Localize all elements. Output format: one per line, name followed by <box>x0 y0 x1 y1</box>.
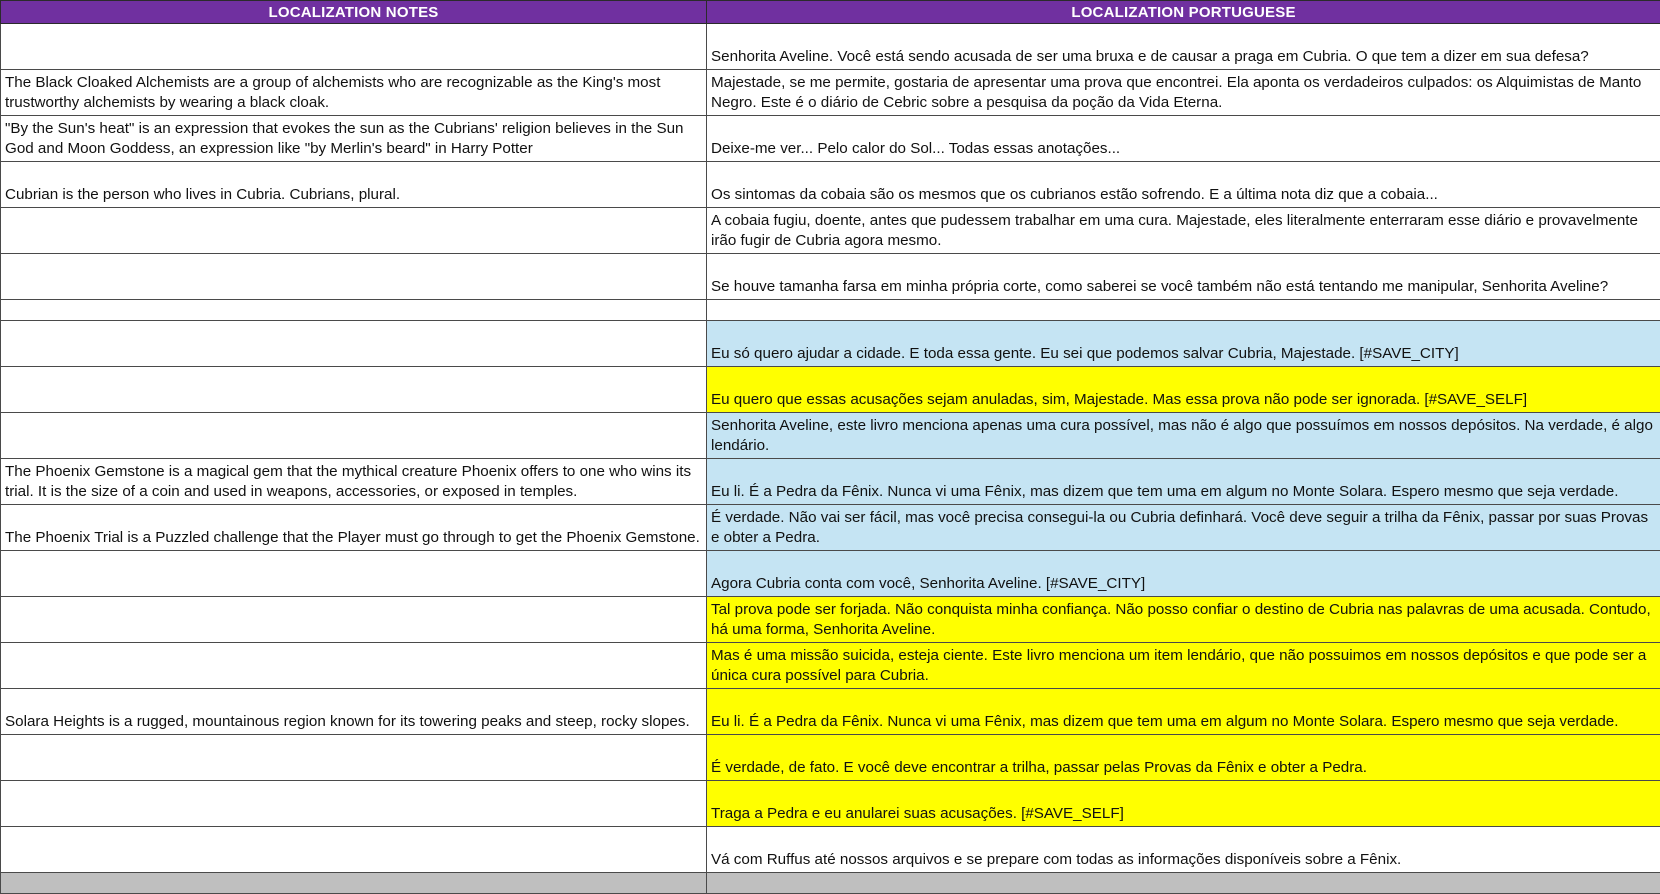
notes-cell[interactable] <box>1 643 707 689</box>
table-row <box>1 116 1660 162</box>
table-row <box>1 413 1660 459</box>
footer-row <box>1 873 1660 894</box>
table-row <box>1 459 1660 505</box>
notes-cell[interactable]: Cubrian is the person who lives in Cubria. Cubrians, plural. <box>1 162 707 208</box>
portuguese-cell[interactable]: Eu li. É a Pedra da Fênix. Nunca vi uma Fênix, mas dizem que tem uma em algum no Monte Solara. Espero mesmo que seja verdade. <box>707 459 1660 505</box>
footer-cell[interactable] <box>707 873 1660 894</box>
table-row <box>1 208 1660 254</box>
column-header-portuguese[interactable]: LOCALIZATION PORTUGUESE <box>707 1 1660 24</box>
notes-cell[interactable] <box>1 551 707 597</box>
portuguese-cell[interactable]: Eu li. É a Pedra da Fênix. Nunca vi uma Fênix, mas dizem que tem uma em algum no Monte Solara. Espero mesmo que seja verdade. <box>707 689 1660 735</box>
portuguese-cell[interactable]: Tal prova pode ser forjada. Não conquista minha confiança. Não posso confiar o destino de Cubria nas palavras de uma acusada. Contudo, há uma forma, Senhorita Aveline. <box>707 597 1660 643</box>
notes-cell[interactable]: "By the Sun's heat" is an expression that evokes the sun as the Cubrians' religion believes in the Sun God and Moon Goddess, an expression like "by Merlin's beard" in Harry Potter <box>1 116 707 162</box>
portuguese-cell[interactable]: Os sintomas da cobaia são os mesmos que os cubrianos estão sofrendo. E a última nota diz que a cobaia... <box>707 162 1660 208</box>
notes-cell[interactable] <box>1 300 707 321</box>
portuguese-cell[interactable]: A cobaia fugiu, doente, antes que pudessem trabalhar em uma cura. Majestade, eles literalmente enterraram esse diário e provavelmente irão fugir de Cubria agora mesmo. <box>707 208 1660 254</box>
notes-cell[interactable]: The Phoenix Gemstone is a magical gem that the mythical creature Phoenix offers to one who wins its trial. It is the size of a coin and used in weapons, accessories, or exposed in temples. <box>1 459 707 505</box>
portuguese-cell[interactable]: Senhorita Aveline, este livro menciona apenas uma cura possível, mas não é algo que possuímos em nossos depósitos. Na verdade, é algo lendário. <box>707 413 1660 459</box>
table-row <box>1 162 1660 208</box>
notes-cell[interactable] <box>1 827 707 873</box>
notes-cell[interactable] <box>1 254 707 300</box>
table-row <box>1 735 1660 781</box>
table-row <box>1 597 1660 643</box>
portuguese-cell[interactable]: Senhorita Aveline. Você está sendo acusada de ser uma bruxa e de causar a praga em Cubria. O que tem a dizer em sua defesa? <box>707 24 1660 70</box>
notes-cell[interactable] <box>1 24 707 70</box>
table-row <box>1 551 1660 597</box>
portuguese-cell[interactable]: Deixe-me ver... Pelo calor do Sol... Todas essas anotações... <box>707 116 1660 162</box>
table-row <box>1 505 1660 551</box>
notes-cell[interactable] <box>1 597 707 643</box>
notes-cell[interactable]: Solara Heights is a rugged, mountainous region known for its towering peaks and steep, rocky slopes. <box>1 689 707 735</box>
notes-cell[interactable] <box>1 781 707 827</box>
header-row <box>1 1 1660 24</box>
table-row <box>1 254 1660 300</box>
table-row <box>1 300 1660 321</box>
table-row <box>1 689 1660 735</box>
portuguese-cell[interactable]: Traga a Pedra e eu anularei suas acusações. [#SAVE_SELF] <box>707 781 1660 827</box>
table-row <box>1 643 1660 689</box>
portuguese-cell[interactable]: Eu quero que essas acusações sejam anuladas, sim, Majestade. Mas essa prova não pode ser ignorada. [#SAVE_SELF] <box>707 367 1660 413</box>
column-header-notes[interactable]: LOCALIZATION NOTES <box>1 1 707 24</box>
notes-cell[interactable] <box>1 735 707 781</box>
portuguese-cell[interactable]: Eu só quero ajudar a cidade. E toda essa gente. Eu sei que podemos salvar Cubria, Majestade. [#SAVE_CITY] <box>707 321 1660 367</box>
table-row <box>1 24 1660 70</box>
table-row <box>1 827 1660 873</box>
notes-cell[interactable] <box>1 367 707 413</box>
footer-cell[interactable] <box>1 873 707 894</box>
portuguese-cell[interactable]: É verdade, de fato. E você deve encontrar a trilha, passar pelas Provas da Fênix e obter a Pedra. <box>707 735 1660 781</box>
table-row <box>1 781 1660 827</box>
notes-cell[interactable] <box>1 413 707 459</box>
table-body <box>1 24 1660 894</box>
portuguese-cell[interactable]: Agora Cubria conta com você, Senhorita Aveline. [#SAVE_CITY] <box>707 551 1660 597</box>
portuguese-cell[interactable]: Vá com Ruffus até nossos arquivos e se prepare com todas as informações disponíveis sobre a Fênix. <box>707 827 1660 873</box>
table-row <box>1 367 1660 413</box>
table-row <box>1 321 1660 367</box>
notes-cell[interactable] <box>1 321 707 367</box>
notes-cell[interactable]: The Phoenix Trial is a Puzzled challenge that the Player must go through to get the Phoenix Gemstone. <box>1 505 707 551</box>
portuguese-cell[interactable]: Mas é uma missão suicida, esteja ciente. Este livro menciona um item lendário, que não possuimos em nossos depósitos e que pode ser a única cura possível para Cubria. <box>707 643 1660 689</box>
portuguese-cell[interactable]: Majestade, se me permite, gostaria de apresentar uma prova que encontrei. Ela aponta os verdadeiros culpados: os Alquimistas de Manto Negro. Este é o diário de Cebric sobre a pesquisa da poção da Vida Eterna. <box>707 70 1660 116</box>
table-row <box>1 70 1660 116</box>
portuguese-cell[interactable]: É verdade. Não vai ser fácil, mas você precisa consegui-la ou Cubria definhará. Você deve seguir a trilha da Fênix, passar por suas Provas e obter a Pedra. <box>707 505 1660 551</box>
notes-cell[interactable] <box>1 208 707 254</box>
portuguese-cell[interactable]: Se houve tamanha farsa em minha própria corte, como saberei se você também não está tentando me manipular, Senhorita Aveline? <box>707 254 1660 300</box>
portuguese-cell[interactable] <box>707 300 1660 321</box>
notes-cell[interactable]: The Black Cloaked Alchemists are a group of alchemists who are recognizable as the King's most trustworthy alchemists by wearing a black cloak. <box>1 70 707 116</box>
